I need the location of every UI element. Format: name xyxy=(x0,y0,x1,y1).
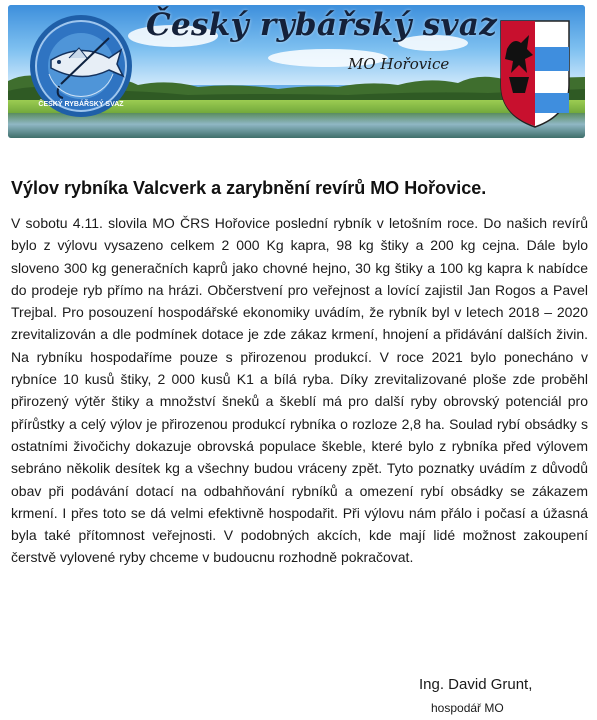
author-role: hospodář MO xyxy=(431,701,504,715)
author-name: Ing. David Grunt, xyxy=(419,676,533,693)
coat-of-arms-icon xyxy=(499,19,571,129)
organization-title: Český rybářský svaz xyxy=(146,7,498,43)
logo-text: ČESKÝ RYBÁŘSKÝ SVAZ xyxy=(38,101,124,108)
article-title: Výlov rybníka Valcverk a zarybnění revírů MO Hořovice. xyxy=(11,178,487,198)
organization-subtitle: MO Hořovice xyxy=(348,55,450,73)
article-body: V sobotu 4.11. slovila MO ČRS Hořovice poslední rybník v letošním roce. Do našich revírů bylo z výlovu vysazeno celkem 2 000 Kg kapra, 98 kg štiky a 200 kg cejna. Dále bylo sloveno 300 kg generačních kaprů jako chovné hejno, 30 kg štiky a 100 kg kapra k nabídce do prodeje ryb přímo na hrázi. Občerstvení pro veřejnost a lovící zajistil Jan Rogos a Pavel Trejbal. Pro posouzení hospodářské ekonomiky uvádím, že rybník byl v letech 2018 – 2020 zrevitalizován a dle podmínek dotace je zde zákaz krmení, hnojení a přidávání dalších živin. Na rybníku hospodaříme pouze s přirozenou produkcí. V roce 2021 bylo ponecháno v rybníce 10 kusů štiky, 2 000 kusů K1 a bílá ryba. Díky zrevitalizované ploše zde proběhl přirozený výtěr štiky a množství šneků a škeblí má pro další ryby obrovský potenciál pro přírůstky a celý výlov je přirozenou produkcí rybníka o rozloze 2,8 ha. Soulad rybí obsádky s ostatními živočichy dokazuje obrovská populace škeble, které bylo z rybníka před výlovem sebráno několik desítek kg a všechny budou vráceny zpět. Tyto poznatky uvádím z důvodů obav při podávání dotací na odbahňování rybníků a omezení rybí obsádky se zákazem krmení. I přes toto se dá velmi efektivně hospodařit. Při výlovu nám přálo i počasí a úžasná byla také přítomnost veřejnosti. V podobných akcích, kde mají lidé možnost zakoupení čerstvě vylovené ryby chceme v budoucnu rozhodně pokračovat. xyxy=(11,215,588,566)
header-banner xyxy=(8,5,585,138)
fishing-union-logo-icon xyxy=(29,14,133,118)
